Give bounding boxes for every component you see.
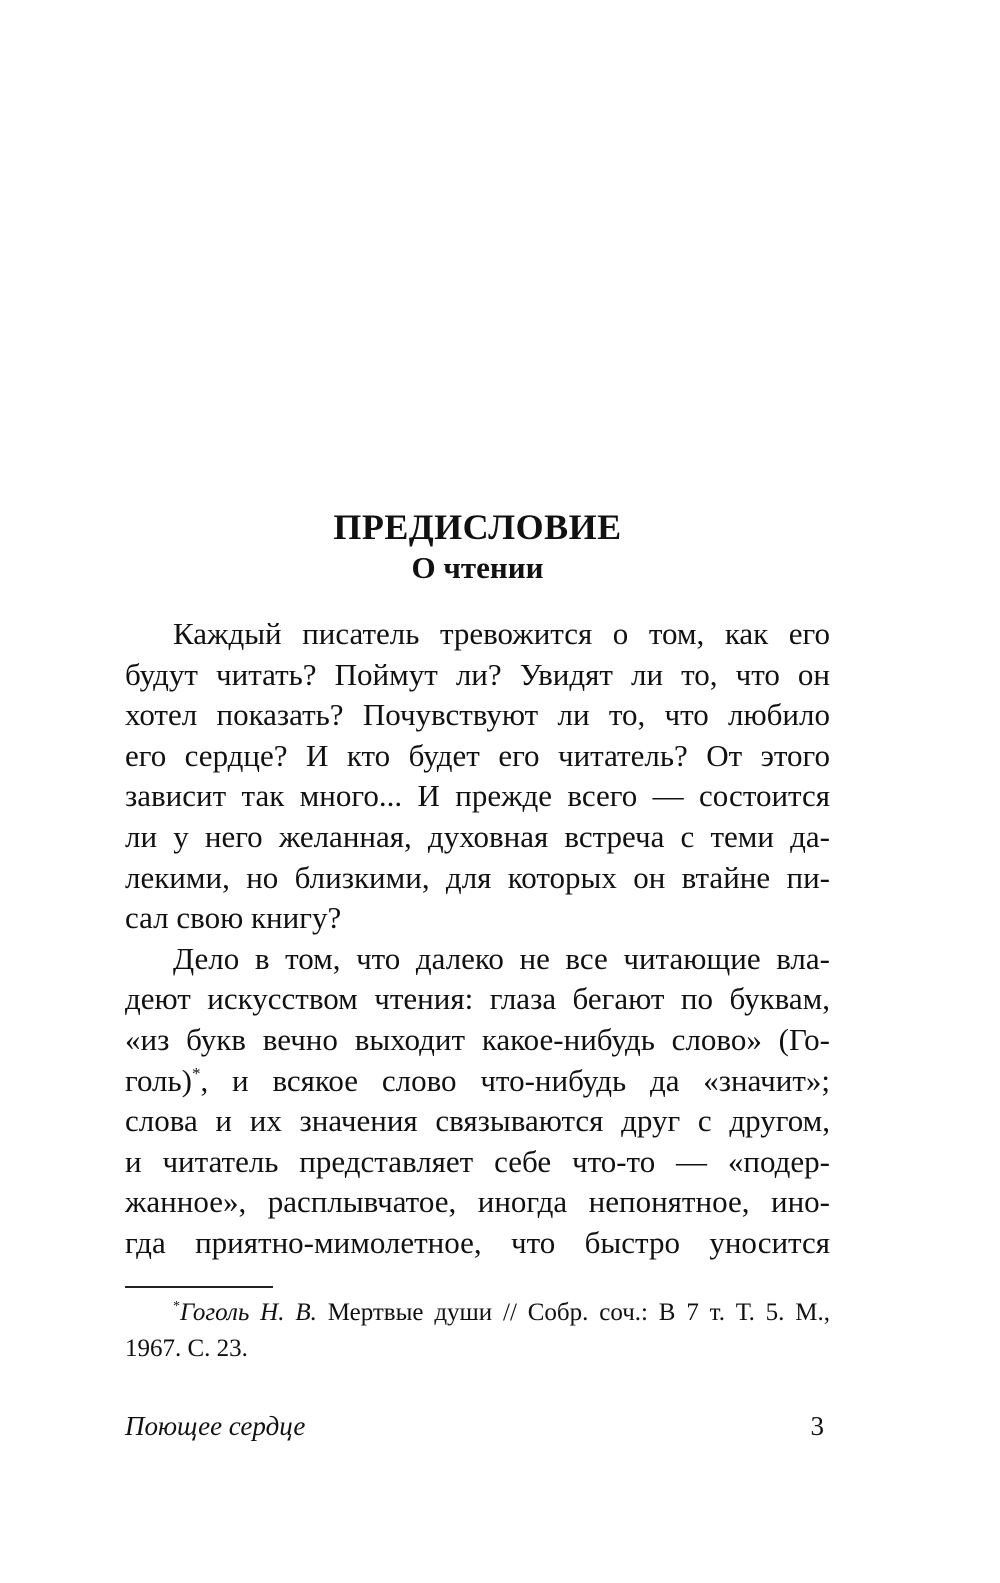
footnote-reference[interactable]: * <box>191 1063 201 1083</box>
text-line: и читатель представляет себе что-то — «подер- <box>125 1143 830 1179</box>
footnote-marker: * <box>173 1299 180 1314</box>
text-line: сал свою книгу? <box>125 900 342 936</box>
text-line: будут читать? Поймут ли? Увидят ли то, что он <box>125 656 830 692</box>
text-line: лекими, но близкими, для которых он втайне пи- <box>125 859 830 895</box>
text-line-with-footnote-ref <box>125 1061 830 1102</box>
text-line: гда приятно-мимолетное, что быстро уносится <box>125 1224 830 1260</box>
body-text <box>125 614 830 1264</box>
text-line: ли у него желанная, духовная встреча с теми да- <box>125 818 830 854</box>
text-line: зависит так много... И прежде всего — состоится <box>125 778 830 814</box>
footnote-text: Мертвые души // Собр. соч.: В 7 т. Т. 5. М., <box>316 1299 830 1326</box>
text-segment: голь) <box>125 1062 192 1098</box>
paragraph-1 <box>125 614 830 939</box>
text-line: его сердце? И кто будет его читатель? От этого <box>125 737 830 773</box>
paragraph-2 <box>125 939 830 1264</box>
text-segment: , и всякое слово что-нибудь да «значит»; <box>200 1062 830 1098</box>
text-line: «из букв вечно выходит какое-нибудь слово» (Го- <box>125 1021 830 1057</box>
chapter-title: ПРЕДИСЛОВИЕ <box>333 507 622 547</box>
text-line: деют искусством чтения: глаза бегают по буквам, <box>125 981 830 1017</box>
text-line: Дело в том, что далеко не все читающие вла- <box>173 940 830 976</box>
footnote-line: 1967. С. 23. <box>125 1335 248 1362</box>
text-line: слова и их значения связываются друг с другом, <box>125 1103 830 1139</box>
running-title: Поющее сердце <box>125 1411 306 1441</box>
text-line: хотел показать? Почувствуют ли то, что любило <box>125 697 830 733</box>
page-number: 3 <box>810 1411 824 1441</box>
chapter-subtitle: О чтении <box>411 550 544 585</box>
footnote-line <box>125 1295 830 1331</box>
text-line: жанное», расплывчатое, иногда непонятное, ино- <box>125 1184 830 1220</box>
footnote-divider <box>125 1286 273 1288</box>
text-line: Каждый писатель тревожится о том, как его <box>173 616 830 651</box>
footnote-author: Гоголь Н. В. <box>180 1299 317 1326</box>
footnote <box>125 1295 830 1367</box>
